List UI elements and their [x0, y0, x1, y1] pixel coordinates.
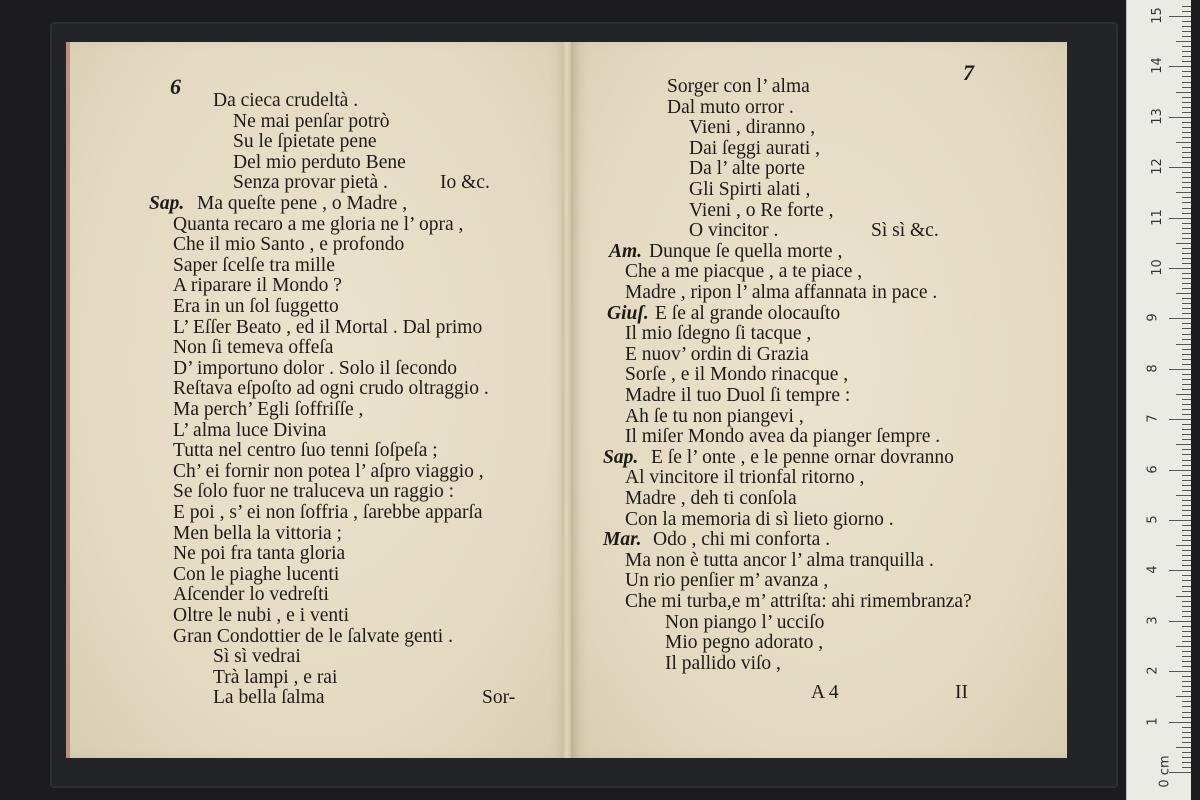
ruler-tick — [1182, 87, 1191, 88]
ruler-tick — [1176, 696, 1191, 697]
left-page-text-line: Oltre le nubi , e i venti — [173, 605, 349, 626]
ruler-tick — [1182, 656, 1191, 657]
ruler-tick — [1182, 51, 1191, 52]
ruler-tick — [1182, 208, 1191, 209]
ruler-tick — [1182, 510, 1191, 511]
ruler-tick — [1176, 142, 1191, 143]
ruler-tick — [1182, 122, 1191, 123]
ruler-tick — [1182, 258, 1191, 259]
right-page-text-line: Dunque ſe quella morte , — [649, 240, 843, 262]
ruler-tick — [1176, 444, 1191, 445]
left-page-text-line: Ma queſte pene , o Madre , — [197, 193, 408, 214]
ruler-tick — [1169, 66, 1191, 67]
speaker-label: Sap. — [603, 446, 639, 468]
ruler-tick — [1182, 601, 1191, 602]
ruler-tick — [1182, 56, 1191, 57]
left-page-text-line: Quanta recaro a me gloria ne l’ opra , — [173, 213, 464, 235]
ruler-tick — [1182, 676, 1191, 677]
ruler-tick — [1182, 480, 1191, 481]
ruler-tick — [1182, 349, 1191, 350]
left-page-text-line: Trà lampi , e rai — [213, 666, 338, 688]
right-page-text-line: Odo , chi mi conforta . — [653, 529, 831, 551]
speaker-label: Mar. — [603, 529, 642, 551]
ruler-label: 6 — [1145, 464, 1161, 474]
ruler-tick — [1182, 6, 1191, 7]
ruler-tick — [1182, 263, 1191, 264]
left-page-text-line: Gran Condottier de le ſalvate genti . — [173, 625, 453, 647]
ruler-tick — [1169, 520, 1191, 521]
ruler-tick — [1182, 661, 1191, 662]
ruler-tick — [1182, 666, 1191, 667]
left-page-text-line: Con le piaghe lucenti — [173, 563, 340, 585]
ruler-tick — [1182, 359, 1191, 360]
ruler-tick — [1182, 586, 1191, 587]
ruler-tick — [1182, 303, 1191, 304]
ruler-label: 9 — [1145, 313, 1161, 323]
ruler-tick — [1182, 530, 1191, 531]
ruler-tick — [1182, 636, 1191, 637]
ruler-tick — [1182, 46, 1191, 47]
ruler-tick — [1182, 248, 1191, 249]
left-page-text-line: La bella ſalma — [213, 687, 325, 709]
ruler-tick — [1169, 16, 1191, 17]
ruler-tick — [1182, 409, 1191, 410]
page-number-left: 6 — [170, 74, 181, 99]
left-page-text-line: A riparare il Mondo ? — [173, 275, 342, 297]
right-page-text-line: Gli Spirti alati , — [689, 179, 811, 200]
ruler-tick — [1182, 298, 1191, 299]
ruler-tick — [1182, 485, 1191, 486]
ruler-tick — [1182, 701, 1191, 702]
right-page-text-line: Madre il tuo Duol ſi tempre : — [625, 385, 851, 406]
ruler-tick — [1169, 722, 1191, 723]
right-page-text-line: O vincitor . — [689, 220, 779, 242]
page-number-right: 7 — [963, 60, 974, 85]
right-page-text-line: Con la memoria di sì lieto giorno . — [625, 508, 894, 530]
left-page-text-line: E poi , s’ ei non ſoffria , ſarebbe apparſa — [173, 502, 483, 523]
ruler-tick — [1169, 621, 1191, 622]
right-page-text-line: Sorger con l’ alma — [667, 76, 810, 97]
ruler-tick — [1182, 560, 1191, 561]
ruler-tick — [1169, 671, 1191, 672]
ruler-label: 13 — [1149, 108, 1165, 125]
ruler-label: 3 — [1145, 616, 1161, 625]
ruler-tick — [1182, 172, 1191, 173]
ruler-tick — [1176, 545, 1191, 546]
ruler-tick — [1182, 364, 1191, 365]
ruler-tick — [1176, 747, 1191, 748]
ruler-tick — [1169, 268, 1191, 269]
ruler-label: 2 — [1145, 666, 1161, 675]
ruler-tick — [1169, 570, 1191, 571]
ruler-tick — [1182, 651, 1191, 652]
right-page-text-line: E ſe l’ onte , e le penne ornar dovranno — [651, 446, 954, 468]
ruler-tick — [1182, 26, 1191, 27]
ruler-tick — [1182, 223, 1191, 224]
left-page-line-tail: Sor- — [482, 687, 516, 709]
ruler-tick — [1182, 681, 1191, 682]
signature-mark: A 4 — [811, 682, 839, 703]
ruler-tick — [1182, 434, 1191, 435]
left-page — [66, 42, 568, 758]
ruler-tick — [1182, 97, 1191, 98]
speaker-label: Giuſ. — [607, 302, 649, 324]
ruler-tick — [1182, 399, 1191, 400]
ruler-tick — [1176, 92, 1191, 93]
ruler-tick — [1176, 192, 1191, 193]
left-page-text-line: Era in un ſol ſuggetto — [173, 296, 339, 317]
ruler-tick — [1182, 132, 1191, 133]
ruler-tick — [1182, 213, 1191, 214]
left-page-text-line: Da cieca crudeltà . — [213, 90, 359, 111]
ruler-tick — [1182, 752, 1191, 753]
ruler-label: 10 — [1149, 259, 1165, 276]
ruler-tick — [1182, 424, 1191, 425]
left-page-text-line: Ne poi fra tanta gloria — [173, 543, 346, 565]
right-page-text-line: Sorſe , e il Mondo rinacque , — [625, 364, 849, 386]
ruler-tick — [1182, 515, 1191, 516]
ruler-label: 15 — [1149, 7, 1165, 24]
ruler-tick — [1169, 117, 1191, 118]
ruler-tick — [1182, 197, 1191, 198]
right-page-text-line: E ſe al grande olocauſto — [655, 302, 841, 324]
ruler-tick — [1182, 706, 1191, 707]
ruler-tick — [1176, 495, 1191, 496]
left-page-text-line: L’ Eſſer Beato , ed il Mortal . Dal primo — [173, 316, 483, 338]
ruler-tick — [1182, 202, 1191, 203]
left-page-text-line: D’ importuno dolor . Solo il ſecondo — [173, 357, 457, 379]
ruler-tick — [1182, 288, 1191, 289]
ruler-tick — [1182, 449, 1191, 450]
ruler-tick — [1182, 500, 1191, 501]
ruler-tick — [1182, 540, 1191, 541]
ruler-tick — [1182, 273, 1191, 274]
ruler-tick — [1182, 253, 1191, 254]
ruler-tick — [1182, 525, 1191, 526]
ruler-tick — [1182, 107, 1191, 108]
speaker-label: Am. — [609, 240, 643, 262]
right-page-text-line: Ma non è tutta ancor l’ alma tranquilla . — [625, 549, 934, 571]
ruler-tick — [1182, 591, 1191, 592]
ruler-tick — [1182, 21, 1191, 22]
ruler-tick — [1182, 233, 1191, 234]
ruler-tick — [1182, 616, 1191, 617]
ruler-label: 0 cm — [1157, 755, 1173, 788]
left-page-text-line: Reſtava eſpoſto ad ogni crudo oltraggio . — [173, 378, 489, 400]
right-page-text-line: Che mi turba,e m’ attriſta: ahi rimembranza? — [625, 591, 972, 612]
ruler-tick — [1182, 157, 1191, 158]
ruler-tick — [1169, 470, 1191, 471]
right-page-text-line: Il miſer Mondo avea da pianger ſempre . — [625, 426, 941, 448]
ruler-tick — [1182, 475, 1191, 476]
ruler-tick — [1182, 11, 1191, 12]
ruler-tick — [1176, 646, 1191, 647]
ruler-tick — [1182, 374, 1191, 375]
ruler-tick — [1182, 31, 1191, 32]
ruler-tick — [1182, 631, 1191, 632]
right-page-text-line: Il pallido viſo , — [665, 652, 781, 674]
ruler-tick — [1176, 344, 1191, 345]
catchword: II — [955, 682, 968, 703]
ruler-tick — [1182, 555, 1191, 556]
left-page-line-tail: Io &c. — [440, 172, 490, 194]
ruler-tick — [1182, 550, 1191, 551]
ruler-label: 1 — [1145, 716, 1161, 726]
ruler-tick — [1182, 339, 1191, 340]
ruler-tick — [1182, 354, 1191, 355]
ruler-tick — [1182, 626, 1191, 627]
ruler-tick — [1182, 147, 1191, 148]
right-page-text-line: Il mio ſdegno ſi tacque , — [625, 323, 812, 345]
ruler-tick — [1176, 394, 1191, 395]
ruler-tick — [1182, 404, 1191, 405]
left-page-text-line: Ma perch’ Egli ſoffriſſe , — [173, 399, 364, 420]
right-page-line-tail: Sì sì &c. — [871, 220, 939, 242]
ruler-tick — [1182, 742, 1191, 743]
right-page-text-line: E nuov’ ordin di Grazia — [625, 343, 809, 365]
measurement-ruler — [1126, 0, 1191, 800]
ruler-tick — [1182, 102, 1191, 103]
ruler-tick — [1182, 460, 1191, 461]
left-page-text-line: Su le ſpietate pene — [233, 131, 377, 153]
ruler-tick — [1182, 389, 1191, 390]
ruler-tick — [1169, 167, 1191, 168]
ruler-tick — [1182, 313, 1191, 314]
ruler-tick — [1182, 490, 1191, 491]
ruler-tick — [1182, 686, 1191, 687]
ruler-tick — [1182, 323, 1191, 324]
left-page-text-line: Ne mai penſar potrò — [233, 110, 390, 132]
ruler-tick — [1182, 712, 1191, 713]
right-page-text-line: Non piango l’ ucciſo — [665, 611, 825, 633]
ruler-tick — [1182, 76, 1191, 77]
right-page-text-line: Ah ſe tu non piangevi , — [625, 405, 804, 427]
right-page-text-line: Madre , deh ti conſola — [625, 488, 797, 509]
ruler-tick — [1182, 762, 1191, 763]
ruler-tick — [1182, 187, 1191, 188]
ruler-tick — [1182, 414, 1191, 415]
ruler-tick — [1182, 71, 1191, 72]
left-page-text-line: Non ſi temeva offeſa — [173, 337, 334, 359]
ruler-tick — [1182, 283, 1191, 284]
left-page-text-line: Del mio perduto Bene — [233, 151, 406, 173]
ruler-tick — [1182, 575, 1191, 576]
left-page-text-line: Men bella la vittoria ; — [173, 522, 342, 544]
ruler-label: 5 — [1145, 515, 1161, 524]
ruler-tick — [1182, 565, 1191, 566]
ruler-tick — [1176, 41, 1191, 42]
right-page-text-line: Da l’ alte porte — [689, 158, 806, 180]
ruler-tick — [1182, 535, 1191, 536]
ruler-tick — [1182, 384, 1191, 385]
right-page-text-line: Al vincitore il trionfal ritorno , — [625, 467, 865, 489]
right-page-text-line: Che a me piacque , a te piace , — [625, 261, 863, 283]
ruler-tick — [1182, 439, 1191, 440]
ruler-tick — [1182, 61, 1191, 62]
speaker-label: Sap. — [149, 193, 185, 214]
right-page-text-line: Dai ſeggi aurati , — [689, 137, 821, 159]
ruler-tick — [1182, 334, 1191, 335]
ruler-tick — [1182, 732, 1191, 733]
left-page-text-line: L’ alma luce Divina — [173, 419, 327, 441]
left-page-text-line: Senza provar pietà . — [233, 172, 388, 194]
ruler-tick — [1182, 717, 1191, 718]
ruler-tick — [1182, 82, 1191, 83]
ruler-tick — [1182, 505, 1191, 506]
ruler-tick — [1182, 737, 1191, 738]
right-page-text-line: Dal muto orror . — [667, 96, 794, 118]
ruler-tick — [1176, 243, 1191, 244]
left-page-text-line: Che il mio Santo , e profondo — [173, 234, 405, 256]
ruler-label: 8 — [1145, 364, 1161, 373]
ruler-label: 11 — [1149, 208, 1165, 226]
ruler-tick — [1182, 429, 1191, 430]
right-page-text-line: Vieni , diranno , — [689, 117, 816, 139]
right-page-text-line: Madre , ripon l’ alma affannata in pace . — [625, 282, 938, 303]
ruler-tick — [1176, 596, 1191, 597]
ruler-tick — [1182, 127, 1191, 128]
ruler-tick — [1182, 465, 1191, 466]
ruler-label: 12 — [1149, 158, 1165, 175]
ruler-tick — [1182, 112, 1191, 113]
ruler-tick — [1182, 691, 1191, 692]
left-page-text-line: Ch’ ei fornir non potea l’ aſpro viaggio , — [173, 460, 484, 482]
right-page-text-line: Vieni , o Re forte , — [689, 199, 834, 221]
left-page-text-line: Sì sì vedrai — [213, 646, 301, 668]
ruler-label: 4 — [1145, 565, 1161, 575]
ruler-tick — [1182, 36, 1191, 37]
ruler-tick — [1182, 238, 1191, 239]
ruler-tick — [1169, 419, 1191, 420]
left-page-text-line: Tutta nel centro ſuo tenni ſoſpeſa ; — [173, 440, 438, 462]
ruler-tick — [1182, 606, 1191, 607]
ruler-tick — [1182, 611, 1191, 612]
left-page-text-line: Saper ſcelſe tra mille — [173, 254, 335, 276]
right-page-text-line: Un rio penſier m’ avanza , — [625, 570, 829, 592]
ruler-tick — [1182, 137, 1191, 138]
left-page-text-line: Aſcender lo vedreſti — [173, 584, 329, 606]
ruler-tick — [1169, 369, 1191, 370]
ruler-tick — [1182, 580, 1191, 581]
ruler-tick — [1182, 152, 1191, 153]
ruler-tick — [1182, 228, 1191, 229]
ruler-tick — [1182, 757, 1191, 758]
ruler-tick — [1182, 454, 1191, 455]
right-page — [571, 42, 1067, 758]
ruler-label: 7 — [1145, 414, 1161, 423]
ruler-tick — [1182, 162, 1191, 163]
ruler-tick — [1169, 318, 1191, 319]
ruler-tick — [1182, 177, 1191, 178]
right-page-text-line: Mio pegno adorato , — [665, 632, 824, 654]
ruler-tick — [1182, 278, 1191, 279]
ruler-tick — [1182, 767, 1191, 768]
ruler-tick — [1182, 328, 1191, 329]
ruler-tick — [1182, 182, 1191, 183]
ruler-tick — [1176, 293, 1191, 294]
ruler-tick — [1182, 727, 1191, 728]
ruler-tick — [1182, 308, 1191, 309]
ruler-tick — [1169, 218, 1191, 219]
ruler-tick — [1182, 641, 1191, 642]
left-page-text-line: Se ſolo fuor ne traluceva un raggio : — [173, 481, 455, 503]
ruler-tick — [1182, 379, 1191, 380]
ruler-label: 14 — [1149, 57, 1165, 75]
